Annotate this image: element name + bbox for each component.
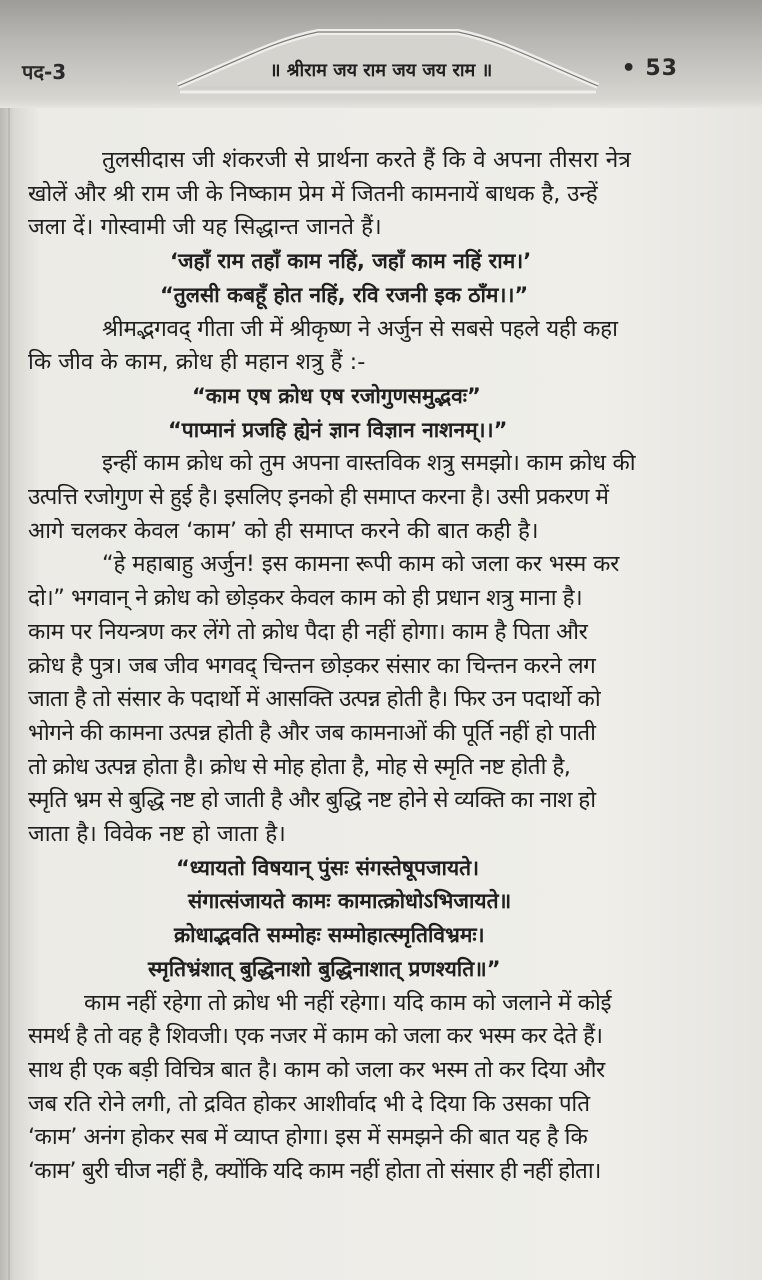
text-line: उत्पत्ति रजोगुण से हुई है। इसलिए इनको ही समाप्त करना है। उसी प्रकरण में: [28, 484, 609, 511]
verse-line: संगात्संजायते कामः कामात्क्रोधोऽभिजायते॥: [188, 889, 512, 914]
text-line: तो क्रोध उत्पन्न होता है। क्रोध से मोह होता है, मोह से स्मृति नष्ट होती है,: [28, 753, 571, 780]
verse-line: “पाप्मानं प्रजहि ह्येनं ज्ञान विज्ञान नाशनम्।।”: [168, 417, 508, 442]
body-text: [28, 144, 718, 1189]
page-number: • 53: [621, 56, 678, 81]
text-line: भोगने की कामना उत्पन्न होती है और जब कामनाओं की पूर्ति नहीं हो पाती: [28, 719, 596, 746]
text-line: “हे महाबाहु अर्जुन! इस कामना रूपी काम को जला कर भस्म कर: [102, 551, 620, 578]
text-line: खोलें और श्री राम जी के निष्काम प्रेम में जितनी कामनायें बाधक है, उन्हें: [28, 180, 598, 207]
text-line: दो।” भगवान् ने क्रोध को छोड़कर केवल काम को ही प्रधान शत्रु माना है।: [28, 585, 583, 612]
text-line: कि जीव के काम, क्रोध ही महान शत्रु हैं :-: [28, 349, 366, 376]
text-line: काम नहीं रहेगा तो क्रोध भी नहीं रहेगा। यदि काम को जलाने में कोई: [84, 989, 612, 1016]
text-line: साथ ही एक बड़ी विचित्र बात है। काम को जला कर भस्म तो कर दिया और: [28, 1056, 605, 1083]
verse-line: स्मृतिभ्रंशात् बुद्धिनाशो बुद्धिनाशात् प्रणश्यति॥”: [148, 956, 501, 981]
text-line: तुलसीदास जी शंकरजी से प्रार्थना करते हैं कि वे अपना तीसरा नेत्र: [102, 147, 631, 173]
text-line: इन्हीं काम क्रोध को तुम अपना वास्तविक शत्रु समझो। काम क्रोध की: [102, 450, 636, 477]
text-line: समर्थ है तो वह है शिवजी। एक नजर में काम को जला कर भस्म कर देते हैं।: [28, 1023, 603, 1050]
page-gutter: [8, 0, 10, 1280]
verse-line: “तुलसी कबहूँ होत नहिं, रवि रजनी इक ठाँम।।”: [160, 282, 529, 307]
text-line: श्रीमद्भगवद् गीता जी में श्रीकृष्ण ने अर्जुन से सबसे पहले यही कहा: [102, 315, 618, 342]
text-line: स्मृति भ्रम से बुद्धि नष्ट हो जाती है और बुद्धि नष्ट होने से व्यक्ति का नाश हो: [28, 787, 596, 814]
text-line: काम पर नियन्त्रण कर लेंगे तो क्रोध पैदा ही नहीं होगा। काम है पिता और: [28, 618, 588, 645]
running-title: ॥ श्रीराम जय राम जय जय राम ॥: [269, 60, 493, 81]
text-line: जाता है। विवेक नष्ट हो जाता है।: [28, 821, 286, 848]
text-line: जला दें। गोस्वामी जी यह सिद्धान्त जानते हैं।: [28, 214, 382, 241]
text-line: जब रति रोने लगी, तो द्रवित होकर आशीर्वाद भी दे दिया कि उसका पति: [28, 1090, 590, 1117]
text-line: ‘काम’ अनंग होकर सब में व्याप्त होगा। इस में समझने की बात यह है कि: [28, 1124, 588, 1151]
text-line: जाता है तो संसार के पदार्थो में आसक्ति उत्पन्न होती है। फिर उन पदार्थो को: [28, 686, 601, 713]
text-line: क्रोध है पुत्र। जब जीव भगवद् चिन्तन छोड़कर संसार का चिन्तन करने लग: [28, 652, 596, 679]
text-line: आगे चलकर केवल ‘काम’ को ही समाप्त करने की बात कही है।: [28, 517, 539, 544]
verse-line: ‘जहाँ राम तहाँ काम नहिं, जहाँ काम नहिं राम।’: [170, 249, 532, 274]
verse-line: “ध्यायतो विषयान् पुंसः संगस्तेषूपजायते।: [176, 855, 480, 880]
running-head: [0, 54, 762, 94]
text-line: ‘काम’ बुरी चीज नहीं है, क्योंकि यदि काम नहीं होता तो संसार ही नहीं होता।: [28, 1158, 601, 1185]
verse-line: क्रोधाद्भवति सम्मोहः सम्मोहात्स्मृतिविभ्रमः।: [174, 923, 485, 948]
verse-line: “काम एष क्रोध एष रजोगुणसमुद्भवः”: [192, 383, 481, 408]
chapter-label: पद-3: [22, 60, 67, 84]
